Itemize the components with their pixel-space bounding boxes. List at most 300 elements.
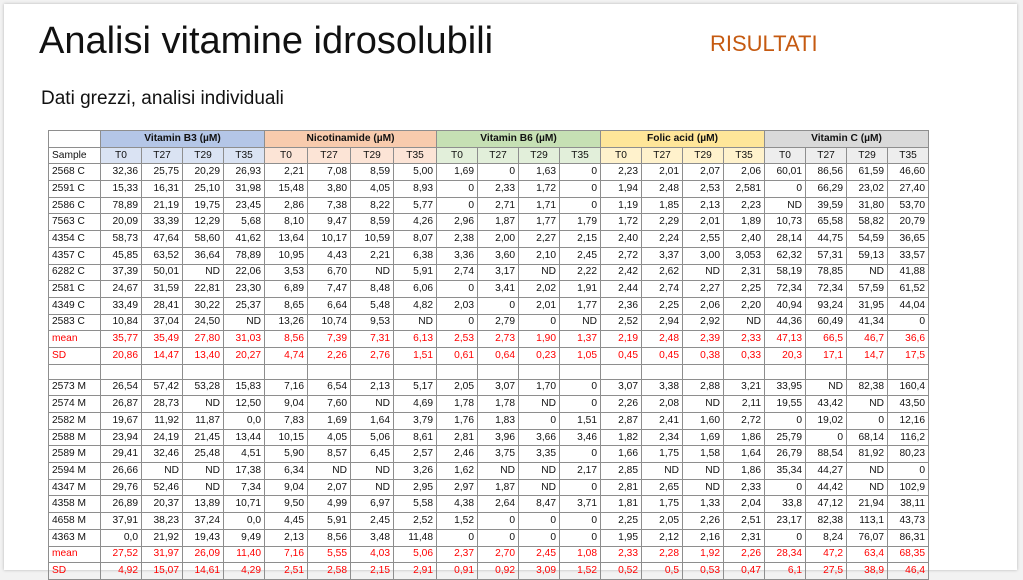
sample-id-cell: 4363 M — [49, 529, 101, 546]
value-cell: 1,95 — [601, 529, 642, 546]
group-header-row — [49, 131, 929, 148]
value-cell: 3,07 — [478, 379, 519, 396]
empty-cell — [519, 364, 560, 379]
value-cell: 1,75 — [642, 496, 683, 513]
value-cell: 2,25 — [724, 281, 765, 298]
value-cell: 3,26 — [394, 463, 437, 480]
subheader-row — [49, 147, 929, 164]
table-row — [49, 463, 929, 480]
value-cell: 1,77 — [519, 214, 560, 231]
value-cell: 0 — [519, 413, 560, 430]
value-cell: 9,53 — [351, 314, 394, 331]
vitamin-data-table — [48, 130, 929, 580]
value-cell: 2,73 — [478, 331, 519, 348]
value-cell: 1,86 — [724, 463, 765, 480]
value-cell: 0 — [888, 463, 929, 480]
value-cell: 2,27 — [519, 231, 560, 248]
value-cell: 7,34 — [224, 479, 265, 496]
value-cell: 2,51 — [265, 563, 308, 580]
sd-row — [49, 347, 929, 364]
value-cell: 0 — [888, 314, 929, 331]
value-cell: 14,7 — [847, 347, 888, 364]
value-cell: 2,01 — [683, 214, 724, 231]
value-cell: ND — [519, 396, 560, 413]
value-cell: 2,13 — [683, 197, 724, 214]
value-cell: 15,07 — [142, 563, 183, 580]
table-row — [49, 197, 929, 214]
group-header-empty — [49, 131, 101, 148]
value-cell: 21,94 — [847, 496, 888, 513]
value-cell: 23,30 — [224, 281, 265, 298]
value-cell: 6,13 — [394, 331, 437, 348]
value-cell: 0,91 — [437, 563, 478, 580]
value-cell: 58,19 — [765, 264, 806, 281]
value-cell: 28,73 — [142, 396, 183, 413]
sample-id-cell: SD — [49, 563, 101, 580]
value-cell: 0 — [847, 413, 888, 430]
value-cell: 11,40 — [224, 546, 265, 563]
value-cell: 0,92 — [478, 563, 519, 580]
value-cell: 0,53 — [683, 563, 724, 580]
value-cell: 2,74 — [437, 264, 478, 281]
value-cell: 0 — [478, 164, 519, 181]
value-cell: ND — [183, 396, 224, 413]
value-cell: 2,16 — [683, 529, 724, 546]
value-cell: 4,26 — [394, 214, 437, 231]
spacer-row — [49, 364, 929, 379]
value-cell: 0 — [519, 314, 560, 331]
timepoint-header: T27 — [142, 147, 183, 164]
value-cell: 1,76 — [437, 413, 478, 430]
value-cell: 28,41 — [142, 297, 183, 314]
value-cell: 13,40 — [183, 347, 224, 364]
value-cell: 0,64 — [478, 347, 519, 364]
value-cell: 13,64 — [265, 231, 308, 248]
value-cell: 2,46 — [437, 446, 478, 463]
value-cell: 5,48 — [351, 297, 394, 314]
value-cell: 5,55 — [308, 546, 351, 563]
timepoint-header: T27 — [478, 147, 519, 164]
value-cell: 26,87 — [101, 396, 142, 413]
value-cell: 58,82 — [847, 214, 888, 231]
value-cell: 1,87 — [478, 214, 519, 231]
value-cell: 2,33 — [724, 479, 765, 496]
value-cell: 27,52 — [101, 546, 142, 563]
value-cell: 44,04 — [888, 297, 929, 314]
value-cell: 23,02 — [847, 181, 888, 198]
value-cell: 3,48 — [351, 529, 394, 546]
empty-cell — [724, 364, 765, 379]
timepoint-header: T29 — [847, 147, 888, 164]
value-cell: 57,42 — [142, 379, 183, 396]
value-cell: 0,47 — [724, 563, 765, 580]
value-cell: 2,31 — [724, 529, 765, 546]
value-cell: 1,05 — [560, 347, 601, 364]
value-cell: 23,17 — [765, 513, 806, 530]
value-cell: 11,92 — [142, 413, 183, 430]
value-cell: 8,61 — [394, 429, 437, 446]
value-cell: 19,43 — [183, 529, 224, 546]
value-cell: 1,71 — [519, 197, 560, 214]
value-cell: 4,92 — [101, 563, 142, 580]
value-cell: 36,64 — [183, 247, 224, 264]
value-cell: 47,64 — [142, 231, 183, 248]
value-cell: 44,42 — [806, 479, 847, 496]
value-cell: 2,40 — [724, 231, 765, 248]
value-cell: 44,75 — [806, 231, 847, 248]
value-cell: 3,053 — [724, 247, 765, 264]
value-cell: 0 — [560, 479, 601, 496]
empty-cell — [265, 364, 308, 379]
value-cell: 0 — [560, 379, 601, 396]
value-cell: 2,13 — [265, 529, 308, 546]
value-cell: 0,0 — [224, 413, 265, 430]
value-cell: 4,05 — [351, 181, 394, 198]
value-cell: 7,31 — [351, 331, 394, 348]
value-cell: 1,51 — [560, 413, 601, 430]
value-cell: 1,63 — [519, 164, 560, 181]
value-cell: 20,3 — [765, 347, 806, 364]
value-cell: 37,39 — [101, 264, 142, 281]
value-cell: 20,37 — [142, 496, 183, 513]
value-cell: 38,23 — [142, 513, 183, 530]
value-cell: 66,5 — [806, 331, 847, 348]
value-cell: 9,04 — [265, 479, 308, 496]
value-cell: 2,04 — [724, 496, 765, 513]
value-cell: 2,25 — [601, 513, 642, 530]
value-cell: ND — [394, 314, 437, 331]
value-cell: 4,74 — [265, 347, 308, 364]
group-header-folic-acid: Folic acid (µM) — [601, 131, 765, 148]
value-cell: 6,89 — [265, 281, 308, 298]
value-cell: 7,16 — [265, 546, 308, 563]
value-cell: 0 — [560, 529, 601, 546]
value-cell: 26,79 — [765, 446, 806, 463]
value-cell: 113,1 — [847, 513, 888, 530]
value-cell: 1,86 — [724, 429, 765, 446]
sample-id-cell: 4349 C — [49, 297, 101, 314]
value-cell: 0 — [437, 181, 478, 198]
value-cell: 1,94 — [601, 181, 642, 198]
value-cell: 0,61 — [437, 347, 478, 364]
value-cell: 2,71 — [478, 197, 519, 214]
value-cell: 57,59 — [847, 281, 888, 298]
value-cell: 3,35 — [519, 446, 560, 463]
value-cell: ND — [224, 314, 265, 331]
value-cell: 8,48 — [351, 281, 394, 298]
value-cell: 2,41 — [642, 413, 683, 430]
value-cell: 25,10 — [183, 181, 224, 198]
value-cell: 2,64 — [478, 496, 519, 513]
value-cell: ND — [683, 264, 724, 281]
value-cell: 2,76 — [351, 347, 394, 364]
value-cell: 3,80 — [308, 181, 351, 198]
value-cell: 47,2 — [806, 546, 847, 563]
value-cell: 5,58 — [394, 496, 437, 513]
sample-id-cell: mean — [49, 331, 101, 348]
value-cell: 2,72 — [601, 247, 642, 264]
value-cell: 3,09 — [519, 563, 560, 580]
value-cell: 82,38 — [806, 513, 847, 530]
value-cell: 14,47 — [142, 347, 183, 364]
value-cell: 116,2 — [888, 429, 929, 446]
value-cell: 2,23 — [724, 197, 765, 214]
value-cell: 4,29 — [224, 563, 265, 580]
empty-cell — [394, 364, 437, 379]
value-cell: 41,62 — [224, 231, 265, 248]
sample-id-cell: 6282 C — [49, 264, 101, 281]
value-cell: 1,62 — [437, 463, 478, 480]
value-cell: 27,5 — [806, 563, 847, 580]
value-cell: 20,79 — [888, 214, 929, 231]
value-cell: 8,59 — [351, 214, 394, 231]
sample-id-cell: 2594 M — [49, 463, 101, 480]
value-cell: 2,20 — [724, 297, 765, 314]
value-cell: 0,52 — [601, 563, 642, 580]
value-cell: 5,91 — [308, 513, 351, 530]
value-cell: 2,13 — [351, 379, 394, 396]
value-cell: 10,73 — [765, 214, 806, 231]
value-cell: 54,59 — [847, 231, 888, 248]
empty-cell — [101, 364, 142, 379]
table-row — [49, 529, 929, 546]
value-cell: 32,36 — [101, 164, 142, 181]
value-cell: 6,97 — [351, 496, 394, 513]
value-cell: 0 — [806, 429, 847, 446]
timepoint-header: T29 — [183, 147, 224, 164]
sample-id-cell: 2586 C — [49, 197, 101, 214]
value-cell: 4,51 — [224, 446, 265, 463]
value-cell: 46,4 — [888, 563, 929, 580]
value-cell: ND — [183, 479, 224, 496]
value-cell: 0 — [519, 529, 560, 546]
value-cell: 0 — [765, 181, 806, 198]
sample-id-cell: SD — [49, 347, 101, 364]
value-cell: ND — [642, 463, 683, 480]
value-cell: 2,11 — [724, 396, 765, 413]
value-cell: 1,78 — [478, 396, 519, 413]
value-cell: 6,06 — [394, 281, 437, 298]
value-cell: 3,17 — [478, 264, 519, 281]
value-cell: 0 — [765, 479, 806, 496]
table-row — [49, 231, 929, 248]
value-cell: 2,26 — [601, 396, 642, 413]
value-cell: 10,74 — [308, 314, 351, 331]
value-cell: 7,08 — [308, 164, 351, 181]
value-cell: 76,07 — [847, 529, 888, 546]
value-cell: 0 — [478, 529, 519, 546]
value-cell: 2,21 — [265, 164, 308, 181]
value-cell: 2,87 — [601, 413, 642, 430]
value-cell: 5,77 — [394, 197, 437, 214]
value-cell: 5,90 — [265, 446, 308, 463]
value-cell: 0 — [437, 197, 478, 214]
timepoint-header: T0 — [265, 147, 308, 164]
value-cell: 68,35 — [888, 546, 929, 563]
value-cell: 2,96 — [437, 214, 478, 231]
value-cell: 43,50 — [888, 396, 929, 413]
value-cell: 38,9 — [847, 563, 888, 580]
value-cell: 2,31 — [724, 264, 765, 281]
value-cell: 72,34 — [806, 281, 847, 298]
value-cell: 25,79 — [765, 429, 806, 446]
value-cell: 1,37 — [560, 331, 601, 348]
value-cell: 0 — [437, 529, 478, 546]
value-cell: 59,13 — [847, 247, 888, 264]
value-cell: 0,23 — [519, 347, 560, 364]
value-cell: 10,95 — [265, 247, 308, 264]
value-cell: 2,29 — [642, 214, 683, 231]
value-cell: 26,93 — [224, 164, 265, 181]
value-cell: 2,33 — [724, 331, 765, 348]
value-cell: ND — [847, 264, 888, 281]
value-cell: 20,86 — [101, 347, 142, 364]
value-cell: 0 — [560, 396, 601, 413]
value-cell: 2,57 — [394, 446, 437, 463]
value-cell: 4,99 — [308, 496, 351, 513]
value-cell: 2,91 — [394, 563, 437, 580]
value-cell: 1,08 — [560, 546, 601, 563]
value-cell: 45,85 — [101, 247, 142, 264]
value-cell: 5,06 — [394, 546, 437, 563]
value-cell: 8,57 — [308, 446, 351, 463]
value-cell: ND — [183, 264, 224, 281]
slide — [4, 4, 1017, 577]
value-cell: 20,29 — [183, 164, 224, 181]
value-cell: 29,41 — [101, 446, 142, 463]
value-cell: 81,92 — [847, 446, 888, 463]
value-cell: 7,39 — [308, 331, 351, 348]
value-cell: 2,23 — [601, 164, 642, 181]
value-cell: 2,79 — [478, 314, 519, 331]
value-cell: 24,19 — [142, 429, 183, 446]
value-cell: 19,75 — [183, 197, 224, 214]
value-cell: 57,31 — [806, 247, 847, 264]
value-cell: 17,5 — [888, 347, 929, 364]
value-cell: 2,72 — [724, 413, 765, 430]
value-cell: 0 — [560, 181, 601, 198]
value-cell: 2,70 — [478, 546, 519, 563]
value-cell: 22,81 — [183, 281, 224, 298]
timepoint-header: T27 — [806, 147, 847, 164]
value-cell: 7,16 — [265, 379, 308, 396]
value-cell: 1,60 — [683, 413, 724, 430]
value-cell: 61,52 — [888, 281, 929, 298]
mean-row — [49, 331, 929, 348]
mean-row — [49, 546, 929, 563]
value-cell: 2,48 — [642, 181, 683, 198]
value-cell: 28,34 — [765, 546, 806, 563]
value-cell: 47,13 — [765, 331, 806, 348]
value-cell: 2,74 — [642, 281, 683, 298]
value-cell: 3,21 — [724, 379, 765, 396]
value-cell: 47,12 — [806, 496, 847, 513]
timepoint-header: T35 — [560, 147, 601, 164]
value-cell: 5,06 — [351, 429, 394, 446]
value-cell: 1,19 — [601, 197, 642, 214]
value-cell: 2,38 — [437, 231, 478, 248]
value-cell: 1,79 — [560, 214, 601, 231]
value-cell: 26,66 — [101, 463, 142, 480]
value-cell: ND — [351, 463, 394, 480]
value-cell: 26,09 — [183, 546, 224, 563]
value-cell: 2,06 — [724, 164, 765, 181]
value-cell: 21,45 — [183, 429, 224, 446]
sample-id-cell: 7563 C — [49, 214, 101, 231]
value-cell: 2,88 — [683, 379, 724, 396]
value-cell: 5,68 — [224, 214, 265, 231]
value-cell: ND — [183, 463, 224, 480]
empty-cell — [806, 364, 847, 379]
value-cell: 10,17 — [308, 231, 351, 248]
empty-cell — [351, 364, 394, 379]
value-cell: 102,9 — [888, 479, 929, 496]
value-cell: 2,81 — [437, 429, 478, 446]
value-cell: 2,42 — [601, 264, 642, 281]
value-cell: 2,65 — [642, 479, 683, 496]
value-cell: 1,69 — [308, 413, 351, 430]
value-cell: 8,24 — [806, 529, 847, 546]
value-cell: 1,83 — [478, 413, 519, 430]
value-cell: 2,33 — [478, 181, 519, 198]
value-cell: 31,98 — [224, 181, 265, 198]
value-cell: 78,89 — [101, 197, 142, 214]
value-cell: 2,17 — [560, 463, 601, 480]
value-cell: 16,31 — [142, 181, 183, 198]
value-cell: 0 — [519, 513, 560, 530]
value-cell: 7,60 — [308, 396, 351, 413]
value-cell: ND — [683, 479, 724, 496]
value-cell: 3,60 — [478, 247, 519, 264]
value-cell: 11,87 — [183, 413, 224, 430]
value-cell: 2,28 — [642, 546, 683, 563]
value-cell: 0 — [560, 513, 601, 530]
value-cell: 20,27 — [224, 347, 265, 364]
value-cell: 26,54 — [101, 379, 142, 396]
value-cell: 2,86 — [265, 197, 308, 214]
sample-id-cell: 2591 C — [49, 181, 101, 198]
sample-id-cell: 2583 C — [49, 314, 101, 331]
value-cell: 46,7 — [847, 331, 888, 348]
value-cell: 9,49 — [224, 529, 265, 546]
value-cell: 2,36 — [601, 297, 642, 314]
value-cell: 60,01 — [765, 164, 806, 181]
value-cell: 9,50 — [265, 496, 308, 513]
value-cell: ND — [683, 463, 724, 480]
value-cell: 80,23 — [888, 446, 929, 463]
value-cell: 0,45 — [601, 347, 642, 364]
value-cell: 8,47 — [519, 496, 560, 513]
value-cell: 0 — [560, 164, 601, 181]
value-cell: 93,24 — [806, 297, 847, 314]
value-cell: ND — [308, 463, 351, 480]
value-cell: 2,51 — [724, 513, 765, 530]
timepoint-header: T35 — [394, 147, 437, 164]
value-cell: 1,90 — [519, 331, 560, 348]
results-label: RISULTATI — [710, 31, 818, 56]
value-cell: 1,72 — [519, 181, 560, 198]
value-cell: 2,05 — [437, 379, 478, 396]
value-cell: 53,70 — [888, 197, 929, 214]
value-cell: 33,49 — [101, 297, 142, 314]
sd-row — [49, 563, 929, 580]
value-cell: 78,89 — [224, 247, 265, 264]
value-cell: 2,06 — [683, 297, 724, 314]
value-cell: 38,11 — [888, 496, 929, 513]
value-cell: 2,45 — [351, 513, 394, 530]
value-cell: 8,56 — [308, 529, 351, 546]
value-cell: 1,64 — [351, 413, 394, 430]
